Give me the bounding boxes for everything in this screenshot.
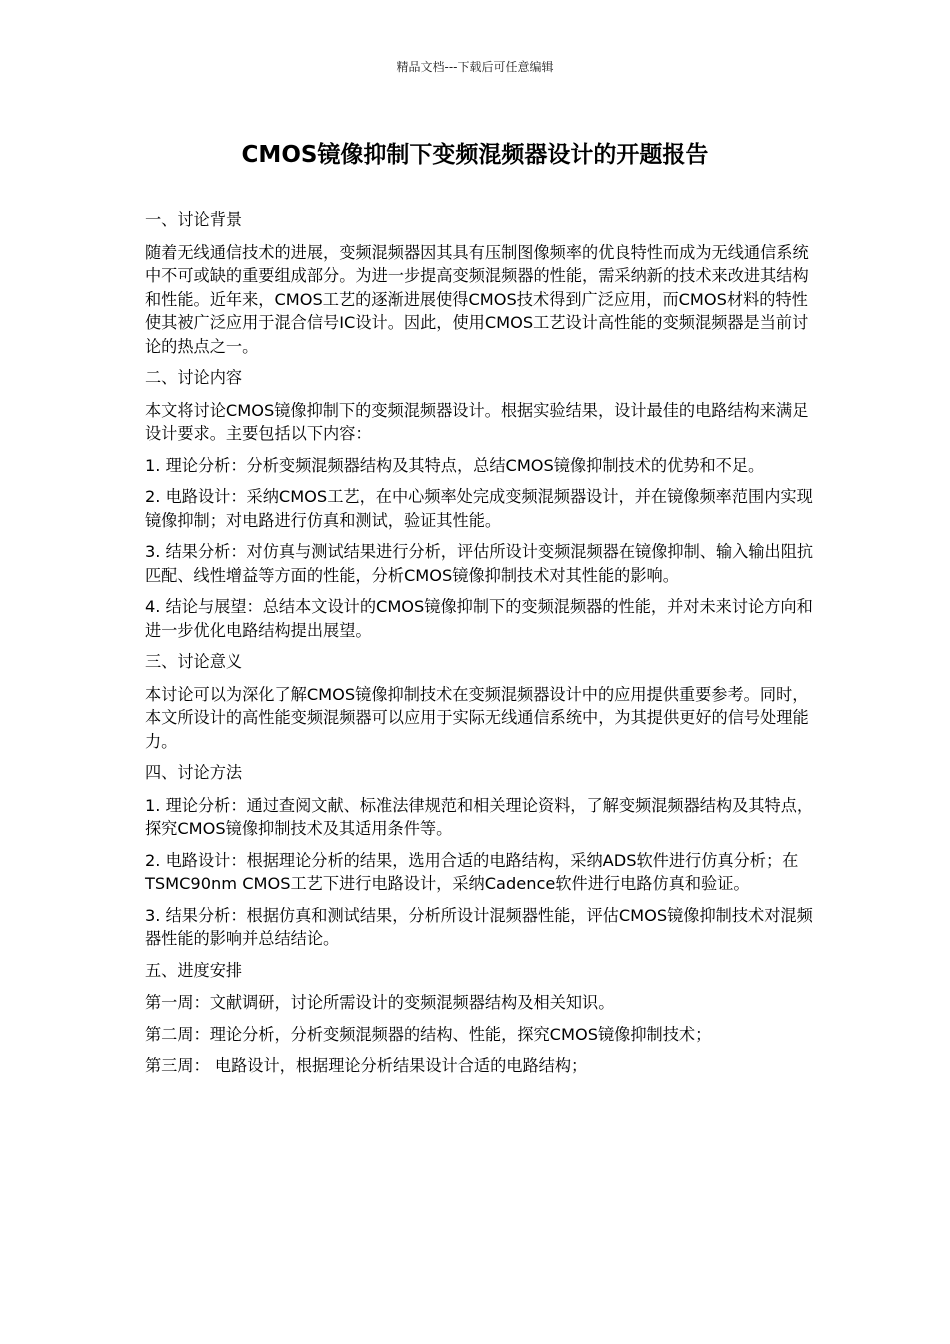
section-heading: 一、讨论背景 [145,210,243,229]
section-heading: 三、讨论意义 [145,652,243,671]
body-paragraph: 本讨论可以为深化了解CMOS镜像抑制技术在变频混频器设计中的应用提供重要参考。同时，本文所设计的高性能变频混频器可以应用于实际无线通信系统中，为其提供更好的信号处理能力。 [145,684,809,751]
document-body [145,208,815,1086]
document-title: CMOS镜像抑制下变频混频器设计的开题报告 [241,142,709,168]
schedule-item: 第二周：理论分析，分析变频混频器的结构、性能，探究CMOS镜像抑制技术； [145,1024,712,1044]
list-item: 1. 理论分析：分析变频混频器结构及其特点，总结CMOS镜像抑制技术的优势和不足。 [145,455,765,475]
section-heading: 五、进度安排 [145,960,243,980]
list-item: 2. 电路设计：根据理论分析的结果，选用合适的电路结构，采纳ADS软件进行仿真分析；在TSMC90nm CMOS工艺下进行电路设计，采纳Cadence软件进行电路仿真和验证。 [145,850,799,893]
header-note: 精品文档---下载后可任意编辑 [396,60,554,74]
list-item: 2. 电路设计：采纳CMOS工艺，在中心频率处完成变频混频器设计，并在镜像频率范围内实现镜像抑制；对电路进行仿真和测试，验证其性能。 [145,487,813,530]
section-heading: 四、讨论方法 [145,763,243,782]
body-paragraph: 本文将讨论CMOS镜像抑制下的变频混频器设计。根据实验结果，设计最佳的电路结构来满足设计要求。主要包括以下内容： [145,400,809,443]
list-item: 4. 结论与展望：总结本文设计的CMOS镜像抑制下的变频混频器的性能，并对未来讨论方向和进一步优化电路结构提出展望。 [145,597,813,640]
schedule-item: 第三周： 电路设计，根据理论分析结果设计合适的电路结构； [145,1056,588,1075]
list-item: 3. 结果分析：根据仿真和测试结果，分析所设计混频器性能，评估CMOS镜像抑制技术对混频器性能的影响并总结结论。 [145,905,813,948]
section-heading: 二、讨论内容 [145,368,243,387]
body-paragraph: 随着无线通信技术的进展，变频混频器因其具有压制图像频率的优良特性而成为无线通信系统中不可或缺的重要组成部分。为进一步提高变频混频器的性能，需采纳新的技术来改进其结构和性能。近年来，CMOS工艺的逐渐进展使得CMOS技术得到广泛应用，而CMOS材料的特性使其被广泛应用于混合信号IC设计。因此，使用CMOS工艺设计高性能的变频混频器是当前讨论的热点之一。 [145,242,809,356]
list-item: 3. 结果分析：对仿真与测试结果进行分析，评估所设计变频混频器在镜像抑制、输入输出阻抗匹配、线性增益等方面的性能，分析CMOS镜像抑制技术对其性能的影响。 [145,542,814,585]
schedule-item: 第一周：文献调研，讨论所需设计的变频混频器结构及相关知识。 [145,993,615,1012]
list-item: 1. 理论分析：通过查阅文献、标准法律规范和相关理论资料，了解变频混频器结构及其特点，探究CMOS镜像抑制技术及其适用条件等。 [145,795,814,838]
